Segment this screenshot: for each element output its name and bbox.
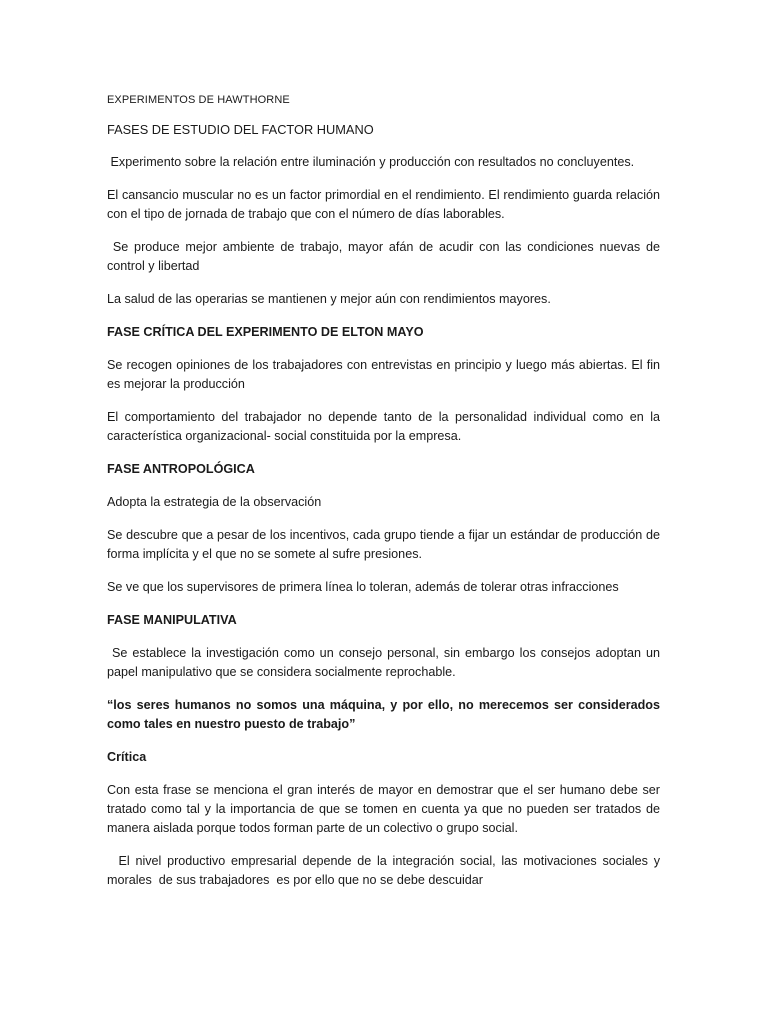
document-body [107,92,664,904]
document-title: EXPERIMENTOS DE HAWTHORNE [107,94,290,106]
section-heading-fases: FASES DE ESTUDIO DEL FACTOR HUMANO [107,122,374,137]
paragraph: El comportamiento del trabajador no depende tanto de la personalidad individual como en la característica organizacional- social constituida por la empresa. [107,410,660,443]
section-heading-fase-manipulativa: FASE MANIPULATIVA [107,613,237,627]
paragraph: Experimento sobre la relación entre iluminación y producción con resultados no concluyentes. [107,155,635,169]
paragraph: La salud de las operarias se mantienen y mejor aún con rendimientos mayores. [107,292,551,306]
paragraph: Con esta frase se menciona el gran interés de mayor en demostrar que el ser humano debe ser tratado como tal y la importancia de que se tomen en cuenta ya que no pueden ser tratados de manera aislada porque todos forman parte de un colectivo o grupo social. [107,783,660,835]
paragraph: El cansancio muscular no es un factor primordial en el rendimiento. El rendimiento guarda relación con el tipo de jornada de trabajo que con el número de días laborables. [107,188,660,221]
section-heading-fase-antropologica: FASE ANTROPOLÓGICA [107,462,255,476]
paragraph: Adopta la estrategia de la observación [107,495,322,509]
paragraph: El nivel productivo empresarial depende de la integración social, las motivaciones sociales y morales de sus trabajadores es por ello que no se debe descuidar [107,854,664,887]
quote: “los seres humanos no somos una máquina, y por ello, no merecemos ser considerados como tales en nuestro puesto de trabajo” [107,698,660,731]
paragraph: Se establece la investigación como un consejo personal, sin embargo los consejos adoptan un papel manipulativo que se considera socialmente reprochable. [107,646,664,679]
section-heading-critica: Crítica [107,750,147,764]
paragraph: Se descubre que a pesar de los incentivos, cada grupo tiende a fijar un estándar de producción de forma implícita y el que no se somete al sufre presiones. [107,528,660,561]
paragraph: Se recogen opiniones de los trabajadores con entrevistas en principio y luego más abiertas. El fin es mejorar la producción [107,358,660,391]
paragraph: Se produce mejor ambiente de trabajo, mayor afán de acudir con las condiciones nuevas de control y libertad [107,240,664,273]
section-heading-fase-critica: FASE CRÍTICA DEL EXPERIMENTO DE ELTON MAYO [107,325,424,339]
paragraph: Se ve que los supervisores de primera línea lo toleran, además de tolerar otras infracciones [107,580,619,594]
